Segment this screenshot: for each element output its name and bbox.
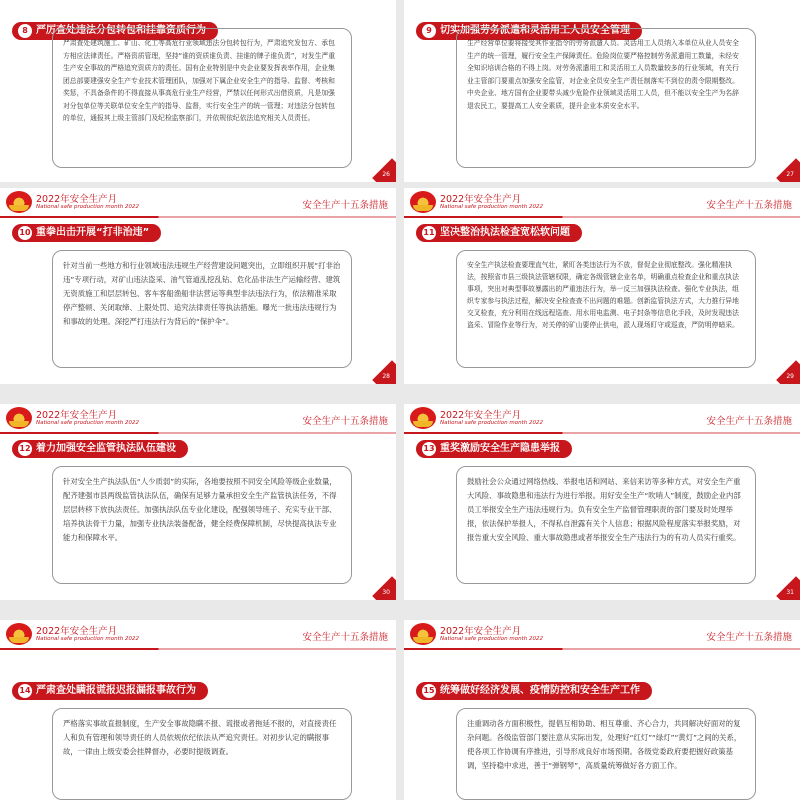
slide-number-badge: 12 [18,442,32,456]
slide-title: 坚决整治执法检查宽松软问题 [440,227,570,238]
slide-header [0,620,396,650]
page-number: 31 [786,589,794,596]
header-right-text: 安全生产十五条措施 [302,200,388,211]
slide-title: 统筹做好经济发展、疫情防控和安全生产工作 [440,685,640,696]
emblem-icon [410,191,436,213]
content-card: 严格落实事故直报制度，生产安全事故隐瞒不报、谎报或者拖延不报的，对直接责任人和负有管理和领导责任的人员依规依纪依法从严追究责任。对初步认定的瞒报事故，一律由上级安委会挂牌督办，必要时提级调查。 [52,708,352,800]
header-subtitle: National safe production month 2022 [36,636,139,642]
header-divider [0,432,396,434]
header-year-title: 2022年安全生产月 [36,626,118,637]
header-right-text: 安全生产十五条措施 [706,416,792,427]
slide-title-bar [12,682,208,700]
header-year-title: 2022年安全生产月 [36,194,118,205]
header-year-title: 2022年安全生产月 [440,194,522,205]
header-year-title: 2022年安全生产月 [440,626,522,637]
header-right-text: 安全生产十五条措施 [706,200,792,211]
slide-15[interactable] [404,620,800,800]
header-divider [0,648,396,650]
emblem-icon [6,623,32,645]
header-divider [404,432,800,434]
header-right-text: 安全生产十五条措施 [302,416,388,427]
header-divider [404,216,800,218]
content-card: 注重调动各方面积极性，提倡互相协助、相互尊重、齐心合力，共同解决好面对的复杂问题。各级监管部门要注意从实际出发，处理好“红灯”“绿灯”“黄灯”之间的关系，使各项工作协调有序推进，引导形成良好市场预期。各级党委政府要把握好政策基调，坚持稳中求进，善于“弹钢琴”，高质量统筹做好各方面工作。 [456,708,756,800]
slide-title-bar [416,682,652,700]
slide-9[interactable] [404,0,800,182]
content-card: 鼓励社会公众通过网络热线、举报电话和网站、来信来访等多种方式，对安全生产重大风险、事故隐患和违法行为进行举报。用好安全生产“吹哨人”制度，鼓励企业内部员工举报安全生产违法违规行为。负有安全生产监督管理职责的部门要及时处理举报，依法保护举报人，不得私自泄露有关个人信息；根据风险程度落实举报奖励，对报告重大安全风险、重大事故隐患或者举报安全生产违法行为的有功人员实行重奖。 [456,466,756,584]
emblem-icon [6,407,32,429]
content-card: 针对当前一些地方和行业领域违法违规生产经营建设问题突出，立即组织开展“打非治违”专项行动，对矿山违法盗采、油气管道乱挖乱钻、危化品非法生产运输经营、建筑无资质施工和层层转包、客车客船渔船非法营运等典型非法违法行为，依法精准采取停产整顿、关闭取缔、上限处罚、追究法律责任等执法措施。曝光一批违法违规行为和事故的处理。深挖严打违法行为背后的“保护伞”。 [52,250,352,368]
slide-header [404,620,800,650]
slide-title: 重奖激励安全生产隐患举报 [440,443,560,454]
slide-header [404,404,800,434]
emblem-icon [410,623,436,645]
slide-title: 严肃查处瞒报谎报迟报漏报事故行为 [36,685,196,696]
header-right-text: 安全生产十五条措施 [302,632,388,643]
slide-number-badge: 8 [18,24,32,38]
slide-8[interactable] [0,0,396,182]
header-year-title: 2022年安全生产月 [440,410,522,421]
page-number: 28 [382,373,390,380]
slide-header [404,188,800,218]
header-subtitle: National safe production month 2022 [440,636,543,642]
slide-number-badge: 15 [422,684,436,698]
slide-title: 着力加强安全监管执法队伍建设 [36,443,176,454]
slide-number-badge: 9 [422,24,436,38]
content-card: 生产经营单位要将接受其作业指令的劳务派遣人员、灵活用工人员纳入本单位从业人员安全生产的统一管理，履行安全生产保障责任。危险岗位要严格控制劳务派遣用工数量，未经安全知识培训合格的不得上岗。对劳务派遣用工和灵活用工人员数量较多的行业领域，有关行业主管部门要重点加强安全监管，对企业全员安全生产责任制落实不到位的责令限期整改。中央企业、地方国有企业要带头减少危险作业领域灵活用工人员，但不能以安全生产为名辞退农民工，要提高工人安全素质，提升企业本质安全水平。 [456,28,756,168]
slide-title: 切实加强劳务派遣和灵活用工人员安全管理 [440,25,630,36]
page-number: 29 [786,373,794,380]
content-card: 针对安全生产执法队伍“人少质弱”的实际，各地要按照不同安全风险等级企业数量，配齐建强市县两级监管执法队伍，确保有足够力量承担安全生产监管执法任务，不得层层转移下放执法责任。加强执法队伍专业化建设，配强领导班子、充实专业干部、培养执法骨干力量，加强专业执法装备配备，健全经费保障机制，尽快提高执法专业能力和保障水平。 [52,466,352,584]
slide-number-badge: 10 [18,226,32,240]
slide-title-bar [416,440,572,458]
slide-13[interactable] [404,404,800,600]
header-subtitle: National safe production month 2022 [440,420,543,426]
slide-number-badge: 13 [422,442,436,456]
slide-title-bar [12,224,161,242]
slide-title: 严厉查处违法分包转包和挂靠资质行为 [36,25,206,36]
slide-title-bar [12,440,188,458]
page-number: 27 [786,171,794,178]
header-subtitle: National safe production month 2022 [440,204,543,210]
header-subtitle: National safe production month 2022 [36,420,139,426]
slide-14[interactable] [0,620,396,800]
slide-11[interactable] [404,188,800,384]
content-card: 严肃查处建筑施工、矿山、化工等高危行业领域违法分包转包行为，严肃追究发包方、承包方相应法律责任。严格资质管理，坚持“谁的资质谁负责、挂谁的牌子谁负责”，对发生严重生产安全事故的严格追究资质方的责任。国有企业特别是中央企业要发挥表率作用，企业集团总部要建强安全生产专业技术管理团队，加强对下属企业安全生产的指导、监督、考核和奖惩，不具备条件的不得直接从事高危行业生产经营，严禁以任何形式出借资质，凡是加强对分包单位等关联单位安全生产的指导、监督，实行安全生产的统一管理；对违法分包转包的单位，通报其上级主管部门及纪检监察部门，并依规依纪依法追究相关人员责任。 [52,28,352,168]
slide-title: 重拳出击开展“打非治违” [36,227,150,238]
slide-header [0,404,396,434]
header-divider [0,216,396,218]
page-number: 26 [382,171,390,178]
emblem-icon [6,191,32,213]
slide-12[interactable] [0,404,396,600]
slide-10[interactable] [0,188,396,384]
content-card: 安全生产执法检查要理直气壮，紧盯各类违法行为不放，督促企业彻底整改。强化精准执法，按照省市县三级执法管辖权限，确定各级管辖企业名单，明确重点检查企业和重点执法事项，突出对典型事故暴露出的严重违法行为，举一反三加强执法检查。强化专业执法，组织专家参与执法过程，解决安全检查查不出问题的难题。创新监管执法方式，大力推行异地交叉检查，充分利用在线远程巡查、用水用电监测、电子封条等信息化手段，及时发现违法盗采、冒险作业等行为，对关停的矿山要停止供电，派人现场盯守或巡查，严防明停暗采。 [456,250,756,368]
page-number: 30 [382,589,390,596]
header-divider [404,648,800,650]
slide-number-badge: 11 [422,226,436,240]
header-right-text: 安全生产十五条措施 [706,632,792,643]
header-year-title: 2022年安全生产月 [36,410,118,421]
emblem-icon [410,407,436,429]
header-subtitle: National safe production month 2022 [36,204,139,210]
slide-number-badge: 14 [18,684,32,698]
slide-header [0,188,396,218]
slide-title-bar [416,224,582,242]
